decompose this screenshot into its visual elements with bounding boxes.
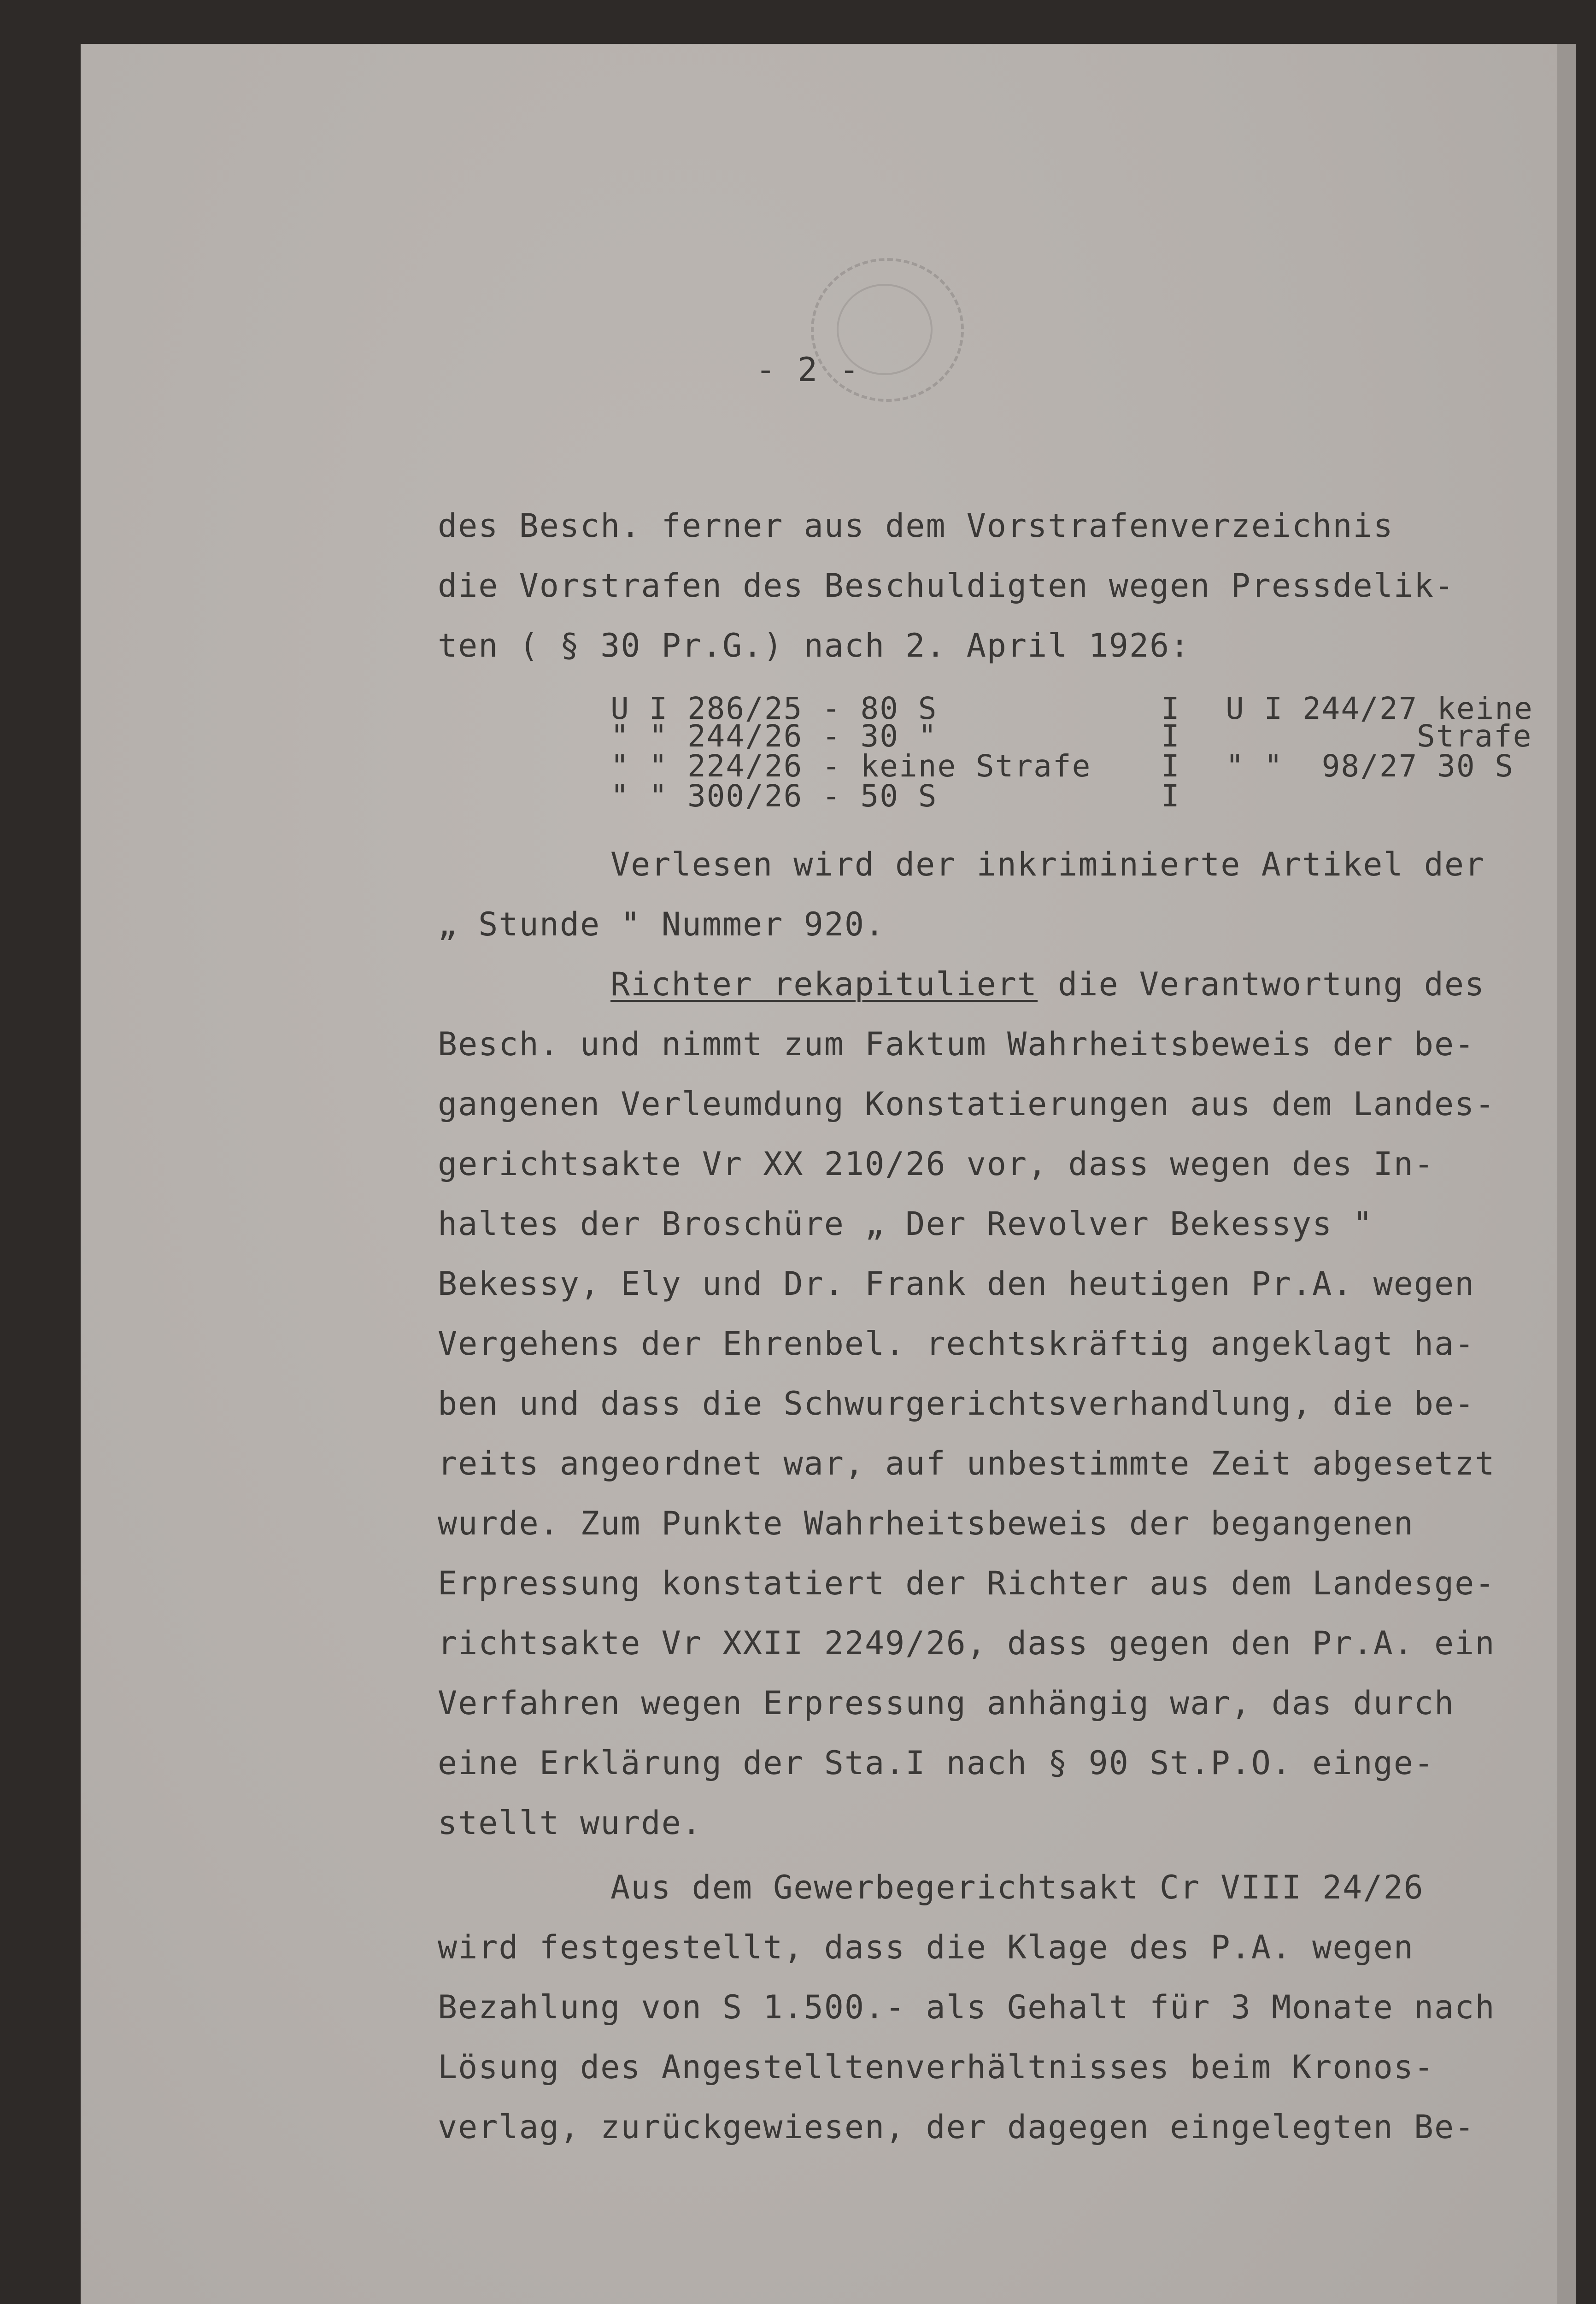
text-line: reits angeordnet war, auf unbestimmte Zeit abgesetzt (438, 1445, 1496, 1482)
text-line: stellt wurde. (438, 1804, 702, 1842)
text-line: „ Stunde " Nummer 920. (438, 905, 886, 943)
text-line: ten ( § 30 Pr.G.) nach 2. April 1926: (438, 627, 1191, 664)
page-edge (1557, 44, 1576, 2304)
text-line: Besch. und nimmt zum Faktum Wahrheitsbeweis der be- (438, 1025, 1475, 1063)
text-line: verlag, zurückgewiesen, der dagegen eingelegten Be- (438, 2108, 1475, 2146)
table-separator: I (1161, 748, 1180, 784)
text-line: Aus dem Gewerbegerichtsakt Cr VIII 24/26 (610, 1869, 1424, 1906)
text-line: wird festgestellt, dass die Klage des P.A. wegen (438, 1928, 1414, 1966)
text-line: Bekessy, Ely und Dr. Frank den heutigen Pr.A. wegen (438, 1265, 1475, 1303)
text-line: haltes der Broschüre „ Der Revolver Bekessys " (438, 1205, 1373, 1243)
text-line: Bezahlung von S 1.500.- als Gehalt für 3 Monate nach (438, 1988, 1496, 2026)
text-line: die Vorstrafen des Beschuldigten wegen Pressdelik- (438, 567, 1455, 605)
text-line: gangenen Verleumdung Konstatierungen aus dem Landes- (438, 1085, 1496, 1123)
text-line: richtsakte Vr XXII 2249/26, dass gegen den Pr.A. ein (438, 1624, 1496, 1662)
table-right-cell: " " 98/27 30 S (1226, 748, 1514, 784)
table-right-cell: Strafe (1417, 718, 1532, 754)
table-left-cell: U I 286/25 - 80 S (610, 691, 938, 726)
table-separator: I (1161, 718, 1180, 754)
text-line: Vergehens der Ehrenbel. rechtskräftig angeklagt ha- (438, 1325, 1475, 1363)
table-left-cell: " " 224/26 - keine Strafe (610, 748, 1091, 784)
text-line: eine Erklärung der Sta.I nach § 90 St.P.O. einge- (438, 1744, 1435, 1782)
text-line: Erpressung konstatiert der Richter aus dem Landesge- (438, 1564, 1496, 1602)
table-separator: I (1161, 778, 1180, 814)
table-separator: I (1161, 691, 1180, 726)
text-line: Lösung des Angestelltenverhältnisses beim Kronos- (438, 2048, 1435, 2086)
text-line: wurde. Zum Punkte Wahrheitsbeweis der begangenen (438, 1505, 1414, 1542)
text-line: Verlesen wird der inkriminierte Artikel der (610, 846, 1485, 883)
text-line: gerichtsakte Vr XX 210/26 vor, dass wegen des In- (438, 1145, 1435, 1183)
page-number: - 2 - (756, 350, 860, 389)
table-left-cell: " " 244/26 - 30 " (610, 718, 938, 754)
text-line: Verfahren wegen Erpressung anhängig war, das durch (438, 1684, 1455, 1722)
text-line: des Besch. ferner aus dem Vorstrafenverzeichnis (438, 507, 1394, 545)
text-line: Richter rekapituliert die Verantwortung des (610, 965, 1485, 1003)
text-line: ben und dass die Schwurgerichtsverhandlung, die be- (438, 1385, 1475, 1422)
table-left-cell: " " 300/26 - 50 S (610, 778, 938, 814)
underlined-phrase: Richter rekapituliert (610, 965, 1038, 1003)
table-right-cell: U I 244/27 keine (1226, 691, 1533, 726)
